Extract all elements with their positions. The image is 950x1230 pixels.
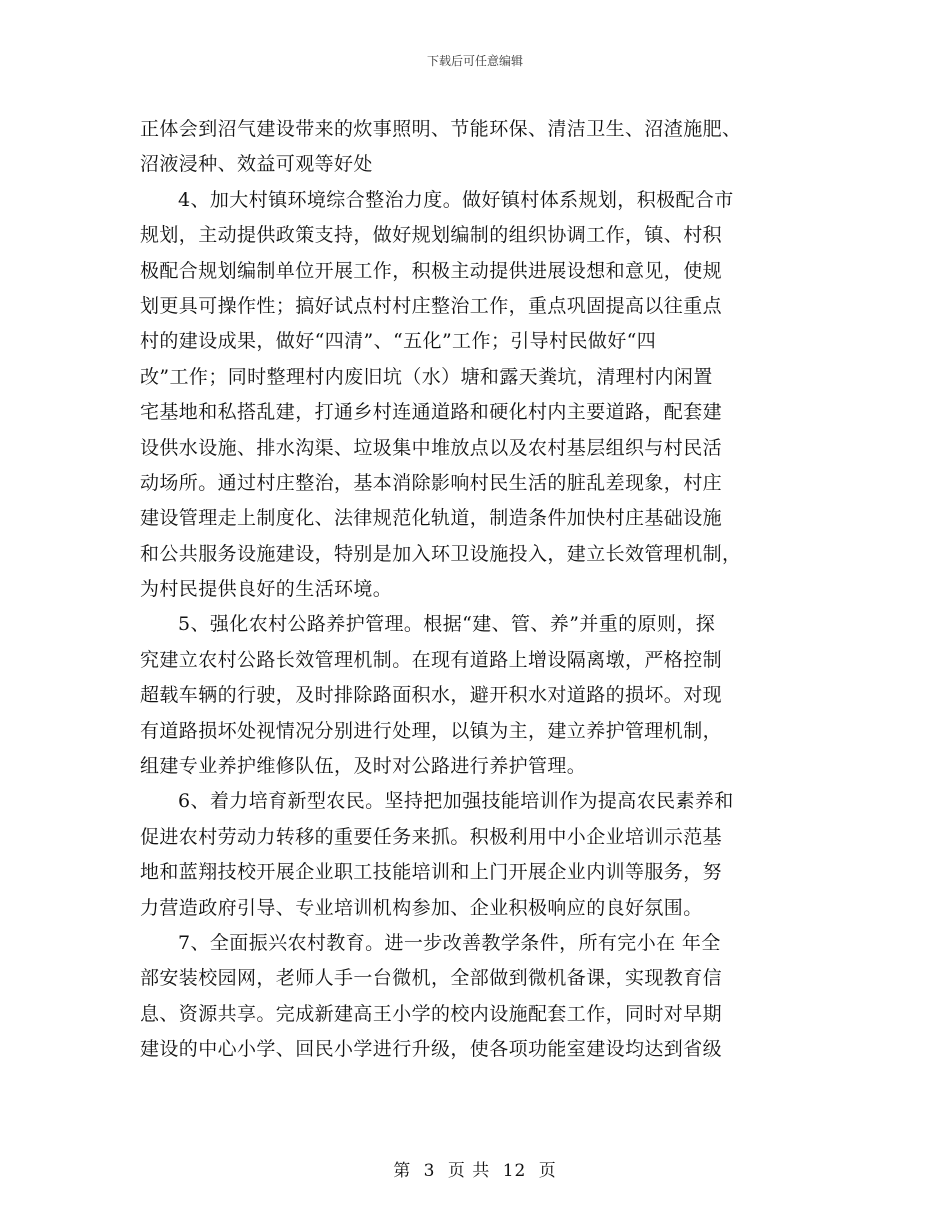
- text-line: 有道路损坏处视情况分别进行处理，以镇为主，建立养护管理机制，: [140, 719, 723, 742]
- paragraph-village-environment: [140, 183, 808, 608]
- footer-suffix: 页: [538, 1161, 557, 1181]
- text-line: 改”工作；同时整理村内废旧坑（水）塘和露天粪坑，清理村内闲置: [140, 365, 713, 388]
- text-line: 超载车辆的行驶，及时排除路面积水，避开积水对道路的损坏。对现: [140, 684, 723, 707]
- paragraph-road-maintenance: [140, 607, 808, 784]
- text-line: 划更具可操作性；搞好试点村村庄整治工作，重点巩固提高以往重点: [140, 294, 723, 317]
- text-line: 沼液浸种、效益可观等好处: [140, 153, 373, 176]
- paragraph-rural-education: [140, 926, 808, 1068]
- text-line: 6、着力培育新型农民。坚持把加强技能培训作为提高农民素养和: [178, 790, 734, 813]
- text-line: 动场所。通过村庄整治，基本消除影响村民生活的脏乱差现象，村庄: [140, 471, 723, 494]
- text-line: 设供水设施、排水沟渠、垃圾集中堆放点以及农村基层组织与村民活: [140, 436, 723, 459]
- text-line: 力营造政府引导、专业培训机构参加、企业积极响应的良好氛围。: [140, 896, 703, 919]
- text-line: 极配合规划编制单位开展工作，积极主动提供进展设想和意见，使规: [140, 259, 723, 282]
- footer-prefix: 第: [393, 1161, 412, 1181]
- text-line: 究建立农村公路长效管理机制。在现有道路上增设隔离墩，严格控制: [140, 648, 723, 671]
- text-line: 正体会到沼气建设带来的炊事照明、节能环保、清洁卫生、沼渣施肥、: [140, 118, 742, 140]
- total-page-count: 12: [502, 1161, 527, 1181]
- paragraph-continuation: [140, 112, 808, 183]
- text-line: 地和蓝翔技校开展企业职工技能培训和上门开展企业内训等服务，努: [140, 861, 723, 884]
- text-line: 宅基地和私搭乱建，打通乡村连通道路和硬化村内主要道路，配套建: [140, 401, 723, 424]
- text-line: 5、强化农村公路养护管理。根据“建、管、养”并重的原则，探: [178, 613, 716, 636]
- text-line: 息、资源共享。完成新建高王小学的校内设施配套工作，同时对早期: [140, 1002, 723, 1025]
- text-line: 4、加大村镇环境综合整治力度。做好镇村体系规划，积极配合市: [178, 188, 734, 211]
- document-body: [140, 112, 808, 1068]
- footer-middle: 页 共: [447, 1161, 491, 1181]
- text-line: 组建专业养护维修队伍，及时对公路进行养护管理。: [140, 755, 587, 778]
- text-line: 建设管理走上制度化、法律规范化轨道，制造条件加快村庄基础设施: [140, 507, 723, 530]
- text-line: 建设的中心小学、回民小学进行升级，使各项功能室建设均达到省级: [140, 1038, 723, 1061]
- text-line: 规划，主动提供政策支持，做好规划编制的组织协调工作，镇、村积: [140, 224, 723, 247]
- paragraph-new-farmers: [140, 784, 808, 926]
- page-header: 下载后可任意编辑: [426, 54, 523, 68]
- text-line: 促进农村劳动力转移的重要任务来抓。积极利用中小企业培训示范基: [140, 825, 723, 848]
- text-line: 为村民提供良好的生活环境。: [140, 578, 393, 601]
- current-page-number: 3: [423, 1161, 436, 1181]
- text-line: 部安装校园网，老师人手一台微机，全部做到微机备课，实现教育信: [140, 967, 723, 990]
- page-footer: [0, 1156, 950, 1181]
- text-line: 和公共服务设施建设，特别是加入环卫设施投入，建立长效管理机制，: [140, 542, 742, 565]
- text-line: 村的建设成果，做好“四清”、“五化”工作；引导村民做好“四: [140, 330, 657, 353]
- text-line: 7、全面振兴农村教育。进一步改善教学条件，所有完小在 年全: [178, 931, 721, 954]
